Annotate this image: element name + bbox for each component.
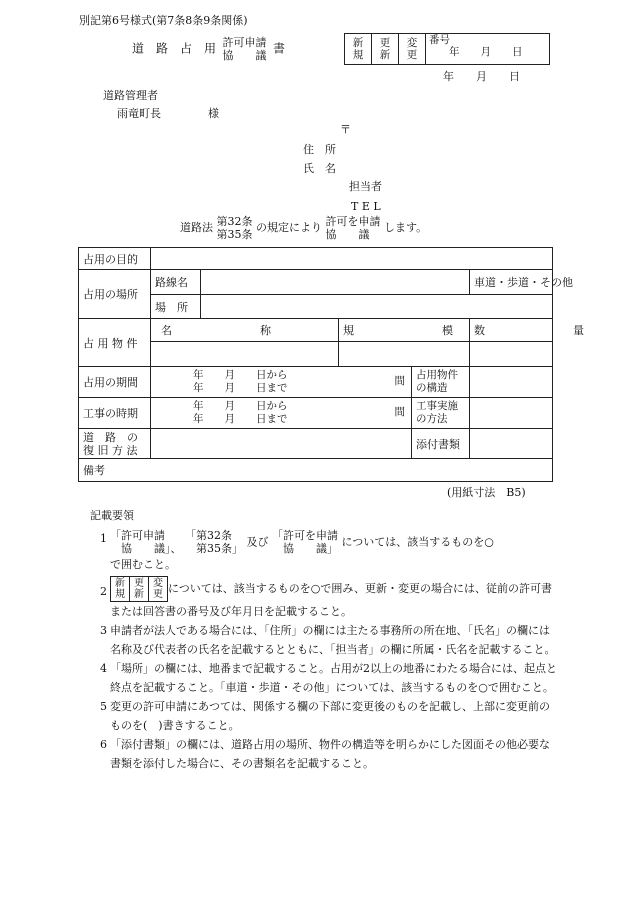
route-label: 路線名 <box>151 270 201 295</box>
form-title <box>132 36 285 62</box>
structure-field[interactable] <box>470 367 553 398</box>
title-prefix: 道 路 占 用 <box>132 41 217 56</box>
previous-number-cell[interactable] <box>426 34 550 65</box>
remarks-field[interactable] <box>79 459 553 482</box>
addressee-role: 道路管理者 <box>103 89 158 102</box>
application-kind-box <box>344 33 550 65</box>
purpose-field[interactable] <box>151 248 553 270</box>
structure-label: 占用物件 の構造 <box>412 367 470 398</box>
attachments-field[interactable] <box>470 429 553 459</box>
place-field[interactable] <box>201 295 553 319</box>
form-id: 別記第6号様式(第7条8条9条関係) <box>79 14 248 27</box>
note-6: 6 「添付書類」の欄には、道路占用の場所、物件の構造等を明らかにした図面その他必要な書類を添付した場合に、その書類名を記載すること。 <box>100 738 550 770</box>
period-unit: 間 <box>394 375 405 387</box>
restoration-field[interactable] <box>151 429 412 459</box>
note-3: 3 申請者が法人である場合には、「住所」の欄には主たる事務所の所在地、「氏名」の欄には名称及び代表者の氏名を記載するとともに、「担当者」の欄に所属・氏名を記載すること。 <box>100 624 556 656</box>
work-period-label: 工事の時期 <box>79 398 151 429</box>
statement-middle: の規定により <box>256 220 322 234</box>
instructions-heading: 記載要領 <box>90 509 134 522</box>
tel-label: T E L <box>351 200 381 213</box>
objects-label: 占 用 物 件 <box>79 319 151 367</box>
kind-renewal[interactable]: 更 新 <box>372 34 399 65</box>
col-scale-header: 規 模 <box>339 319 470 342</box>
postal-mark: 〒 <box>340 123 351 136</box>
period-label: 占用の期間 <box>79 367 151 398</box>
note-2-kind-box: 新 規 更 新 変 更 <box>110 576 168 602</box>
period-field[interactable] <box>151 367 412 398</box>
place-label: 場 所 <box>151 295 201 319</box>
road-type-options[interactable]: 車道・歩道・その他 <box>470 270 553 295</box>
work-method-field[interactable] <box>470 398 553 429</box>
work-to: 年 月 日まで <box>193 413 288 425</box>
contact-person-label: 担当者 <box>349 180 382 193</box>
title-suffix: 書 <box>273 41 286 56</box>
period-to: 年 月 日まで <box>193 382 288 394</box>
statement-article-32: 第32条 <box>216 215 253 228</box>
period-from: 年 月 日から <box>193 369 288 381</box>
statement-article-35: 第35条 <box>216 228 253 241</box>
work-from: 年 月 日から <box>193 400 288 412</box>
addressee-name: 雨竜町長 <box>117 107 161 120</box>
object-quantity-field[interactable] <box>470 342 553 367</box>
note-1: 1 「許可申請 協 議」、 「第32条 第35条」 及び 「許可を申請 協 議」 については、該当するものを○ で囲むこと。 <box>100 529 494 571</box>
number-date: 年 月 日 <box>449 46 523 58</box>
route-field[interactable] <box>201 270 470 295</box>
col-name-header: 名 称 <box>151 319 339 342</box>
purpose-label: 占用の目的 <box>79 248 151 270</box>
statement-option-consult: 協 議 <box>325 228 370 241</box>
name-label: 氏 名 <box>303 162 336 175</box>
application-table <box>78 247 584 482</box>
attachments-label: 添付書類 <box>412 429 470 459</box>
object-scale-field[interactable] <box>339 342 470 367</box>
remarks-label: 備考 <box>83 464 105 477</box>
col-quantity-header: 数 量 <box>470 319 553 342</box>
note-4: 4 「場所」の欄には、地番まで記載すること。占用が2以上の地番にわたる場合には、起点と終点を記載すること。「車道・歩道・その他」については、該当するものを○で囲むこと。 <box>100 662 557 694</box>
work-period-field[interactable] <box>151 398 412 429</box>
title-option-consultation: 協 議 <box>222 49 267 62</box>
addressee-honorific: 様 <box>208 107 219 120</box>
statement-end: します。 <box>384 220 428 234</box>
address-label: 住 所 <box>303 143 336 156</box>
application-date: 年 月 日 <box>443 70 520 83</box>
work-unit: 間 <box>394 406 405 418</box>
work-method-label: 工事実施 の方法 <box>412 398 470 429</box>
statement-line <box>180 215 427 241</box>
kind-new[interactable]: 新 規 <box>345 34 372 65</box>
title-option-application: 許可申請 <box>222 36 267 49</box>
statement-law: 道路法 <box>180 220 213 234</box>
location-label: 占用の場所 <box>79 270 151 319</box>
note-5: 5 変更の許可申請にあつては、関係する欄の下部に変更後のものを記載し、上部に変更前のものを( )書きすること。 <box>100 700 550 732</box>
restoration-label: 道 路 の 復 旧 方 法 <box>79 429 151 459</box>
statement-option-apply: 許可を申請 <box>325 215 381 228</box>
object-name-field[interactable] <box>151 342 339 367</box>
number-label: 番号 <box>429 34 450 46</box>
paper-size: (用紙寸法 B5) <box>447 486 526 499</box>
instructions <box>90 506 560 773</box>
note-2: 2 新 規 更 新 変 更 については、該当するものを○で囲み、更新・変更の場合には、従前の許可書または回答書の番号及び年月日を記載すること。 <box>100 578 553 618</box>
kind-change[interactable]: 変 更 <box>399 34 426 65</box>
